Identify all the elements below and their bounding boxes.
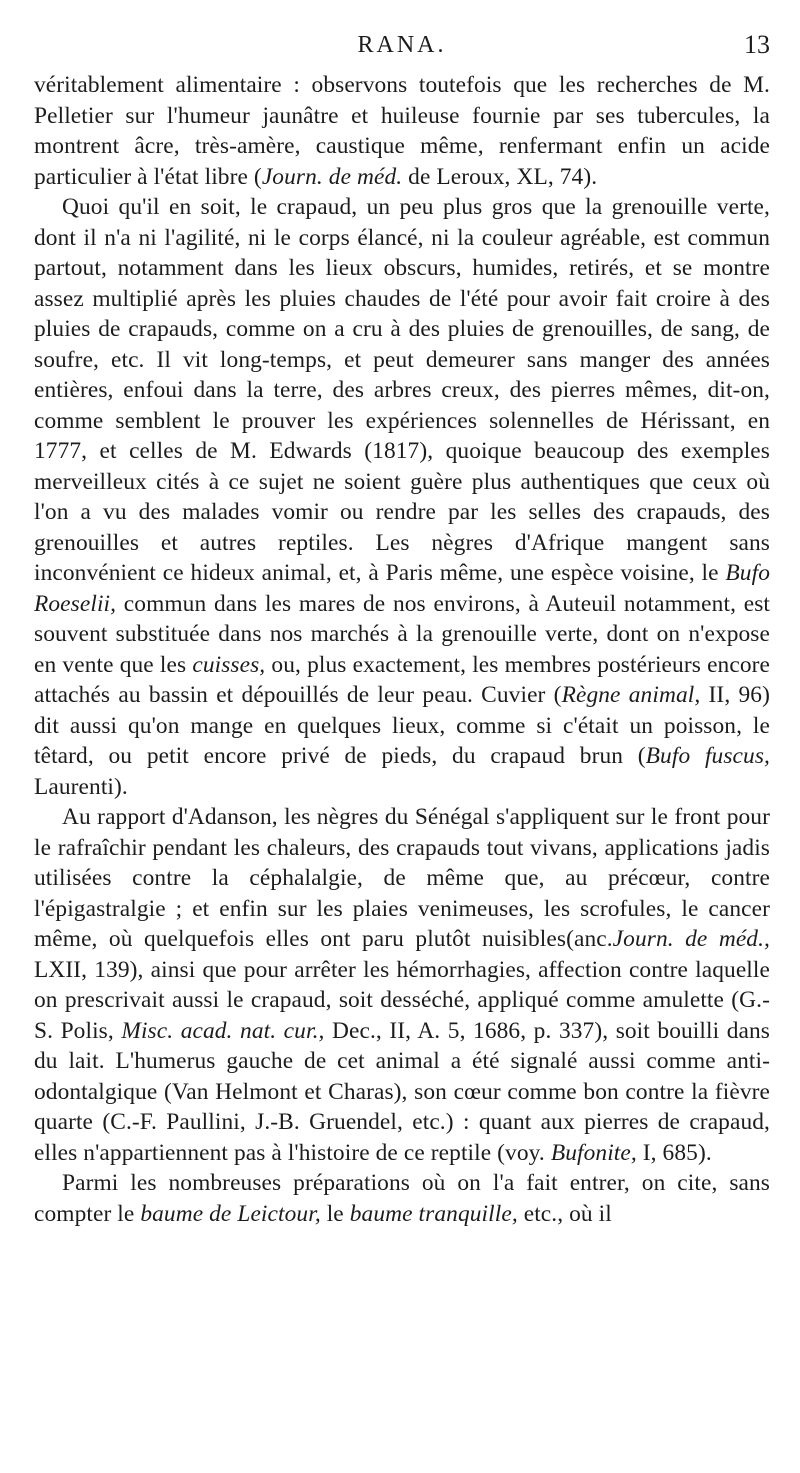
paragraph — [34, 1168, 770, 1229]
text-run: Dec., II, A. 5, 1686, p. 337), soit bouilli dans du lait. L'humerus gauche de cet animal a été signalé aussi comme anti-odontalgique (Van Helmont et Charas), son cœur comme bon contre la fièvre quarte (C.-F. Paullini, J.-B. Gruendel, etc.) : quant aux pierres de crapaud, elles n'appartiennent pas à l'histoire de ce reptile (voy. — [34, 1017, 770, 1166]
paragraph — [34, 192, 770, 802]
paragraph — [34, 70, 770, 192]
text-run: le — [320, 1200, 350, 1227]
text-run: véritablement alimentaire : observons toutefois que les recherches de M. Pelletier sur l'humeur jaunâtre et huileuse fournie par ses tubercules, la montrent âcre, très-amère, caustique même, renfermant enfin un acide particulier à l'état libre ( — [34, 72, 770, 190]
italic-run: Bufonite, — [550, 1139, 637, 1166]
italic-run: baume de Leictour, — [140, 1200, 321, 1227]
italic-run: Bufo fuscus, — [645, 743, 770, 769]
italic-run: Misc. acad. nat. cur., — [121, 1017, 325, 1044]
text-run: etc., où il — [517, 1200, 612, 1227]
italic-run: Règne animal, — [561, 682, 701, 708]
text-run: Parmi les nombreuses préparations où on l'a fait entrer, on cite, sans compter le — [34, 1170, 770, 1227]
running-head — [34, 0, 770, 60]
italic-run: Journ. de méd. — [261, 163, 403, 190]
italic-run: cuisses, — [192, 651, 266, 678]
text-run: commun dans les mares de nos environs, à Auteuil notamment, est souvent substituée dans nos marchés à la grenouille verte, dont on n'expose en vente que les — [34, 590, 770, 678]
italic-run: Bufo Roeselii, — [34, 560, 770, 617]
text-run: Laurenti). — [34, 773, 128, 800]
text-run: de Leroux, XL, 74). — [402, 163, 598, 190]
text-run: Quoi qu'il en soit, le crapaud, un peu plus gros que la grenouille verte, dont il n'a ni l'agilité, ni le corps élancé, ni la couleur agréable, est commun partout, notamment dans les lieux obscurs, humides, retirés, et se montre assez multiplié après les pluies chaudes de l'été pour avoir fait croire à des pluies de crapauds, comme on a cru à des pluies de grenouilles, de sang, de soufre, etc. Il vit long-temps, et peut demeurer sans manger des années entières, enfoui dans la terre, des arbres creux, des pierres mêmes, dit-on, comme semblent le prouver les expériences solennelles de Hérissant, en 1777, et celles de M. Edwards (1817), quoique beaucoup des exemples merveilleux cités à ce sujet ne soient guère plus authentiques que ceux où l'on a vu des malades vomir ou rendre par les selles des crapauds, des grenouilles et autres reptiles. Les nègres d'Afrique mangent sans inconvénient ce hideux animal, et, à Paris même, une espèce voisine, le — [34, 194, 770, 586]
text-run: II, 96) dit aussi qu'on mange en quelques lieux, comme si c'était un poisson, le têtard, ou petit encore privé de pieds, du crapaud brun ( — [34, 682, 770, 769]
text-run: I, 685). — [636, 1139, 712, 1166]
italic-run: Journ. de méd., — [612, 926, 770, 952]
running-title: RANA. — [357, 32, 447, 58]
paragraph — [34, 802, 770, 1168]
body-text — [34, 70, 770, 1229]
text-run: ou, plus exactement, les membres postérieurs encore attachés au bassin et dépouillés de leur peau. Cuvier ( — [34, 651, 770, 708]
text-run: LXII, 139), ainsi que pour arrêter les hémorrhagies, affection contre laquelle on prescrivait aussi le crapaud, soit desséché, appliqué comme amulette (G.-S. Polis, — [34, 956, 770, 1044]
text-run: Au rapport d'Adanson, les nègres du Sénégal s'appliquent sur le front pour le rafraîchir pendant les chaleurs, des crapauds tout vivans, applications jadis utilisées contre la céphalalgie, de même que, au précœur, contre l'épigastralgie ; et enfin sur les plaies venimeuses, les scrofules, le cancer même, où quelquefois elles ont paru plutôt nuisibles(anc. — [34, 804, 770, 952]
italic-run: baume tranquille, — [349, 1200, 518, 1227]
page-number: 13 — [744, 30, 770, 59]
